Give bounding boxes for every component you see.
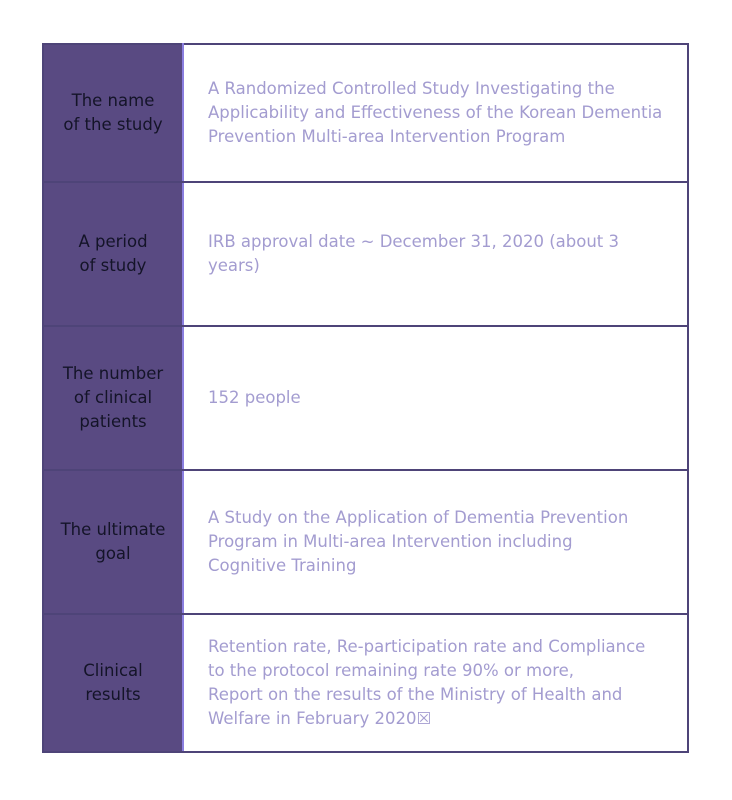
label-cell (43, 326, 183, 470)
row-value-clinical-results: Retention rate, Re-participation rate and Compliance to the protocol remaining rate 90% or more, Report on the results of the Ministry of Health and Welfare in February 2020☒ (208, 637, 646, 728)
table-row-study-period (43, 182, 688, 326)
value-cell (183, 470, 688, 614)
label-cell (43, 614, 183, 752)
row-value-patient-count: 152 people (208, 388, 301, 407)
row-label-ultimate-goal: The ultimate goal (60, 520, 166, 563)
value-cell (183, 44, 688, 182)
label-cell (43, 182, 183, 326)
label-cell (43, 44, 183, 182)
row-label-clinical-results: Clinical results (83, 661, 143, 704)
value-cell (183, 182, 688, 326)
row-label-patient-count: The number of clinical patients (62, 364, 164, 431)
row-value-study-name: A Randomized Controlled Study Investigating the Applicability and Effectiveness of the Korean Dementia Prevention Multi-area Intervention Program (208, 79, 663, 146)
value-cell (183, 614, 688, 752)
study-info-table (42, 43, 689, 753)
row-label-study-name: The name of the study (63, 91, 163, 134)
row-label-study-period: A period of study (78, 232, 148, 275)
table-row-patient-count (43, 326, 688, 470)
table-row-ultimate-goal (43, 470, 688, 614)
table-row-study-name (43, 44, 688, 182)
row-value-study-period: IRB approval date ~ December 31, 2020 (about 3 years) (208, 232, 620, 275)
label-cell (43, 470, 183, 614)
row-value-ultimate-goal: A Study on the Application of Dementia Prevention Program in Multi-area Intervention including Cognitive Training (208, 508, 629, 575)
table-row-clinical-results (43, 614, 688, 752)
value-cell (183, 326, 688, 470)
